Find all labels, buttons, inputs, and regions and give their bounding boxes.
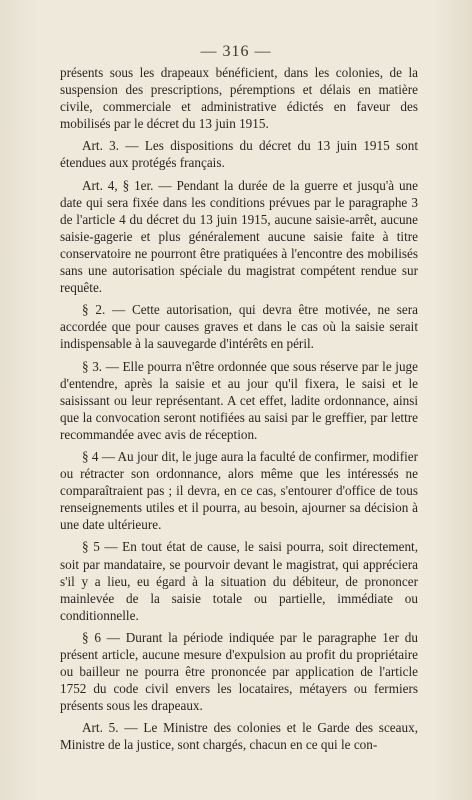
paragraph-article-5: Art. 5. — Le Ministre des colonies et le Garde des sceaux, Ministre de la justice, sont chargés, chacun en ce qui le con- bbox=[60, 720, 418, 753]
page-number: — 316 — bbox=[200, 43, 272, 60]
paragraph-continuation: présents sous les drapeaux bénéficient, dans les colonies, de la suspension des prescriptions, péremptions et délais en matière civile, commerciale et administrative édictés en faveur des mobilisés par le décret du 13 juin 1915. bbox=[60, 65, 418, 132]
paragraph-section-5: § 5 — En tout état de cause, le saisi pourra, soit directement, soit par mandataire, se pourvoir devant le magistrat, qui appréciera s'il y a lieu, eu égard à la situation du débiteur, de prononcer mainlevée de la saisie totale ou partielle, immédiate ou conditionnelle. bbox=[60, 539, 418, 623]
paragraph-section-4: § 4 — Au jour dit, le juge aura la faculté de confirmer, modifier ou rétracter son ordonnance, alors même que les intéressés ne comparaîtraient pas ; il devra, en ce cas, s'entourer d'office de tous renseignements utiles et il pourra, au besoin, ajourner sa décision à une date ultérieure. bbox=[60, 448, 419, 533]
paragraph-article-3: Art. 3. — Les dispositions du décret du 13 juin 1915 sont étendues aux protégés français. bbox=[60, 138, 418, 171]
body-text bbox=[60, 64, 418, 759]
paragraph-article-4-section-1: Art. 4, § 1er. — Pendant la durée de la guerre et jusqu'à une date qui sera fixée dans les conditions prévues par le paragraphe 3 de l'article 4 du décret du 13 juin 1915, aucune saisie-arrêt, aucune saisie-gagerie et plus généralement aucune saisie faite à titre conservatoire ne pourront être pratiquées à l'encontre des mobilisés sans une autorisation spéciale du magistrat compétent rendue sur requête. bbox=[60, 177, 418, 296]
paragraph-section-2: § 2. — Cette autorisation, qui devra être motivée, ne sera accordée que pour causes graves et dans le cas où la saisie serait indispensable à la sauvegarde d'intérêts en péril. bbox=[60, 302, 418, 352]
paragraph-section-6: § 6 — Durant la période indiquée par le paragraphe 1er du présent article, aucune mesure d'expulsion au profit du propriétaire ou bailleur ne pourra être prononcée par application de l'article 1752 du code civil envers les locataires, métayers ou fermiers présents sous les drapeaux. bbox=[60, 629, 418, 714]
paragraph-section-3: § 3. — Elle pourra n'être ordonnée que sous réserve par le juge d'entendre, après la saisie et au jour qu'il fixera, le saisi et le saisissant ou leur représentant. A cet effet, ladite ordonnance, ainsi que la convocation seront notifiées au saisi par le greffier, par lettre recommandée avec avis de réception. bbox=[60, 358, 418, 442]
